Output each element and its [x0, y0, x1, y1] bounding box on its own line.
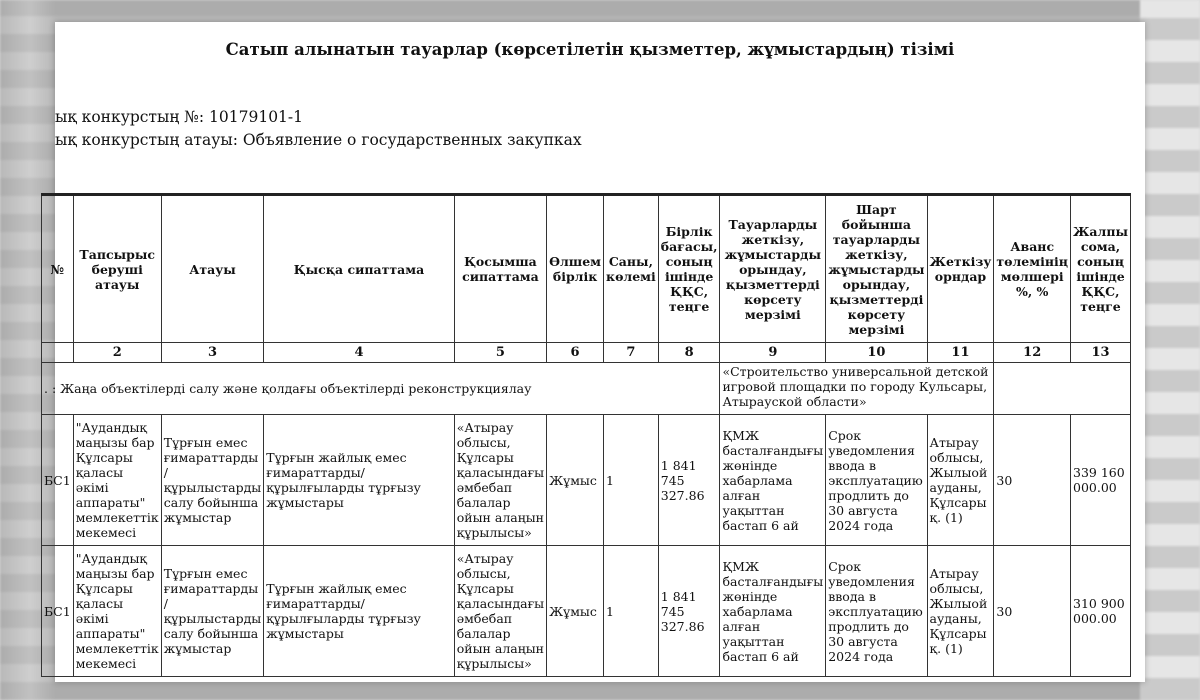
col-header-contract-term: Шарт бойынша тауарларды жеткізу, жұмыстарды орындау, қызметтерді көрсету мерзімі: [826, 195, 927, 343]
row-short-desc: Тұрғын жайлық емес ғимараттарды/құрылғыларды тұрғызу жұмыстары: [264, 546, 455, 677]
row-contract-term: Срок уведомления ввода в эксплуатацию продлить до 30 августа 2024 года: [826, 415, 927, 546]
row-customer: "Аудандық маңызы бар Құлсары қаласы әкімі аппараты" мемлекеттік мекемесі: [73, 546, 161, 677]
table-row: [42, 415, 1131, 546]
row-name: Тұрғын емес ғимараттарды / құрылыстарды салу бойынша жұмыстар: [161, 546, 264, 677]
col-header-name: Атауы: [161, 195, 264, 343]
lot-project: «Строительство универсальной детской игровой площадки по городу Кульсары, Атырауской области»: [720, 363, 994, 415]
col-number: 3: [161, 343, 264, 363]
col-number: 11: [927, 343, 994, 363]
row-number: БС1: [42, 546, 74, 677]
column-number-row: [42, 343, 1131, 363]
lot-empty-cell: [994, 363, 1131, 415]
row-number: БС1: [42, 415, 74, 546]
row-unit-price: 1 841 745 327.86: [658, 415, 720, 546]
document-page: [44, 22, 1145, 682]
col-header-unit: Өлшем бірлік: [547, 195, 604, 343]
row-customer: "Аудандық маңызы бар Құлсары қаласы әкімі аппараты" мемлекеттік мекемесі: [73, 415, 161, 546]
row-place: Атырау облысы, Жылыой ауданы, Құлсары қ. (1): [927, 415, 994, 546]
row-total: 339 160 000.00: [1071, 415, 1131, 546]
lot-row: [42, 363, 1131, 415]
row-contract-term: Срок уведомления ввода в эксплуатацию продлить до 30 августа 2024 года: [826, 546, 927, 677]
tender-number-label: ық конкурстың №:: [55, 108, 205, 126]
col-number: 6: [547, 343, 604, 363]
row-advance: 30: [994, 415, 1071, 546]
table-row: [42, 546, 1131, 677]
row-unit: Жұмыс: [547, 546, 604, 677]
tender-name-line: [55, 131, 582, 149]
tender-number-line: [55, 108, 303, 126]
col-number: 5: [454, 343, 546, 363]
row-term: ҚМЖ басталғандығы жөнінде хабарлама алған уақыттан бастап 6 ай: [720, 546, 826, 677]
header-row: [42, 195, 1131, 343]
row-place: Атырау облысы, Жылыой ауданы, Құлсары қ. (1): [927, 546, 994, 677]
col-number: 12: [994, 343, 1071, 363]
col-header-total: Жалпы сома, соның ішінде ҚҚС, теңге: [1071, 195, 1131, 343]
row-total: 310 900 000.00: [1071, 546, 1131, 677]
col-number: 4: [264, 343, 455, 363]
col-header-term: Тауарларды жеткізу, жұмыстарды орындау, қызметтерді көрсету мерзімі: [720, 195, 826, 343]
col-number: 2: [73, 343, 161, 363]
row-name: Тұрғын емес ғимараттарды / құрылыстарды салу бойынша жұмыстар: [161, 415, 264, 546]
col-number: 8: [658, 343, 720, 363]
lot-category: . : Жаңа объектілерді салу және қолдағы объектілерді реконструкциялау: [42, 363, 720, 415]
col-header-unit-price: Бірлік бағасы, соның ішінде ҚҚС, теңге: [658, 195, 720, 343]
col-header-place: Жеткізу орндар: [927, 195, 994, 343]
col-header-short-desc: Қысқа сипаттама: [264, 195, 455, 343]
col-number: [42, 343, 74, 363]
row-qty: 1: [604, 415, 659, 546]
row-extra-desc: «Атырау облысы, Құлсары қаласындағы әмбебап балалар ойын алаңын құрылысы»: [454, 546, 546, 677]
document-title: Сатып алынатын тауарлар (көрсетілетін қызметтер, жұмыстардың) тізімі: [225, 40, 955, 59]
row-unit: Жұмыс: [547, 415, 604, 546]
row-qty: 1: [604, 546, 659, 677]
col-header-extra-desc: Қосымша сипаттама: [454, 195, 546, 343]
col-header-customer: Тапсырыс беруші атауы: [73, 195, 161, 343]
col-header-qty: Саны, көлемі: [604, 195, 659, 343]
row-unit-price: 1 841 745 327.86: [658, 546, 720, 677]
tender-number-value: 10179101-1: [209, 108, 304, 126]
row-extra-desc: «Атырау облысы, Құлсары қаласындағы әмбебап балалар ойын алаңын құрылысы»: [454, 415, 546, 546]
col-number: 9: [720, 343, 826, 363]
col-header-number: №: [42, 195, 74, 343]
col-number: 13: [1071, 343, 1131, 363]
row-advance: 30: [994, 546, 1071, 677]
procurement-items-table: [41, 193, 1131, 677]
tender-name-value: Объявление о государственных закупках: [242, 131, 582, 149]
row-short-desc: Тұрғын жайлық емес ғимараттарды/құрылғыларды тұрғызу жұмыстары: [264, 415, 455, 546]
col-number: 7: [604, 343, 659, 363]
col-number: 10: [826, 343, 927, 363]
tender-name-label: ық конкурстың атауы:: [55, 131, 238, 149]
row-term: ҚМЖ басталғандығы жөнінде хабарлама алған уақыттан бастап 6 ай: [720, 415, 826, 546]
col-header-advance: Аванс төлемінің мөлшері %, %: [994, 195, 1071, 343]
